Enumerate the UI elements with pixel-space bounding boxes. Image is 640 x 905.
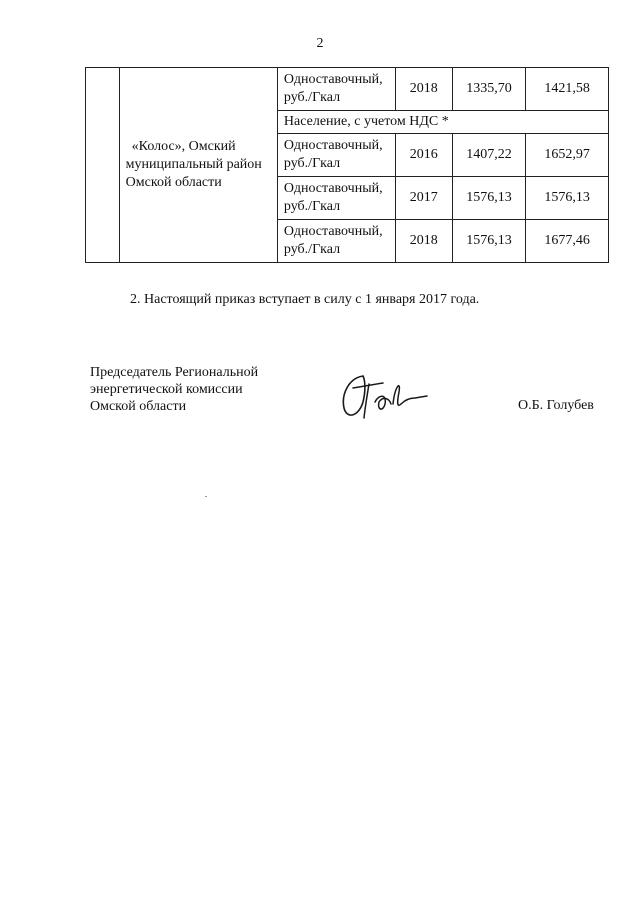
tariff-unit-line: руб./Гкал <box>283 242 341 257</box>
clause-2: 2. Настоящий приказ вступает в силу с 1 января 2017 года. <box>130 292 480 307</box>
signer-name: О.Б. Голубев <box>518 398 594 413</box>
tariff-value-first-half-cell: 1576,13 <box>452 220 526 263</box>
tariff-value-second-half-cell: 1576,13 <box>526 177 609 220</box>
tariff-unit-cell <box>277 177 395 220</box>
scan-speck <box>205 496 207 497</box>
year-cell: 2018 <box>395 68 452 111</box>
population-subheader: Население, с учетом НДС * <box>277 111 608 134</box>
organization-line: Омской области <box>125 175 222 190</box>
row-number-cell <box>86 68 120 263</box>
tariff-unit-line: Одноставочный, <box>283 138 383 153</box>
organization-line: муниципальный район <box>125 157 262 172</box>
tariff-unit-line: Одноставочный, <box>283 181 383 196</box>
organization-line: «Колос», Омский <box>131 139 236 154</box>
signer-position-line: Председатель Региональной <box>90 365 259 380</box>
year-cell: 2016 <box>395 134 452 177</box>
page-number: 2 <box>316 36 324 51</box>
handwritten-signature <box>335 368 435 424</box>
tariff-unit-cell <box>277 220 395 263</box>
tariff-table-body <box>86 68 609 263</box>
signer-position <box>90 364 258 415</box>
tariff-unit-cell <box>277 68 395 111</box>
signer-position-line: энергетической комиссии <box>90 382 243 397</box>
tariff-value-first-half-cell: 1335,70 <box>452 68 526 111</box>
tariff-unit-cell <box>277 134 395 177</box>
organization-cell <box>119 68 277 263</box>
signer-position-line: Омской области <box>90 399 187 414</box>
tariff-value-second-half-cell: 1421,58 <box>526 68 609 111</box>
tariff-value-second-half-cell: 1652,97 <box>526 134 609 177</box>
year-cell: 2017 <box>395 177 452 220</box>
tariff-unit-line: руб./Гкал <box>283 90 341 105</box>
tariff-unit-line: Одноставочный, <box>283 72 383 87</box>
tariff-value-second-half-cell: 1677,46 <box>526 220 609 263</box>
tariff-table <box>85 67 609 263</box>
tariff-unit-line: Одноставочный, <box>283 224 383 239</box>
tariff-value-first-half-cell: 1576,13 <box>452 177 526 220</box>
year-cell: 2018 <box>395 220 452 263</box>
tariff-value-first-half-cell: 1407,22 <box>452 134 526 177</box>
table-row <box>86 68 609 111</box>
tariff-unit-line: руб./Гкал <box>283 199 341 214</box>
tariff-unit-line: руб./Гкал <box>283 156 341 171</box>
